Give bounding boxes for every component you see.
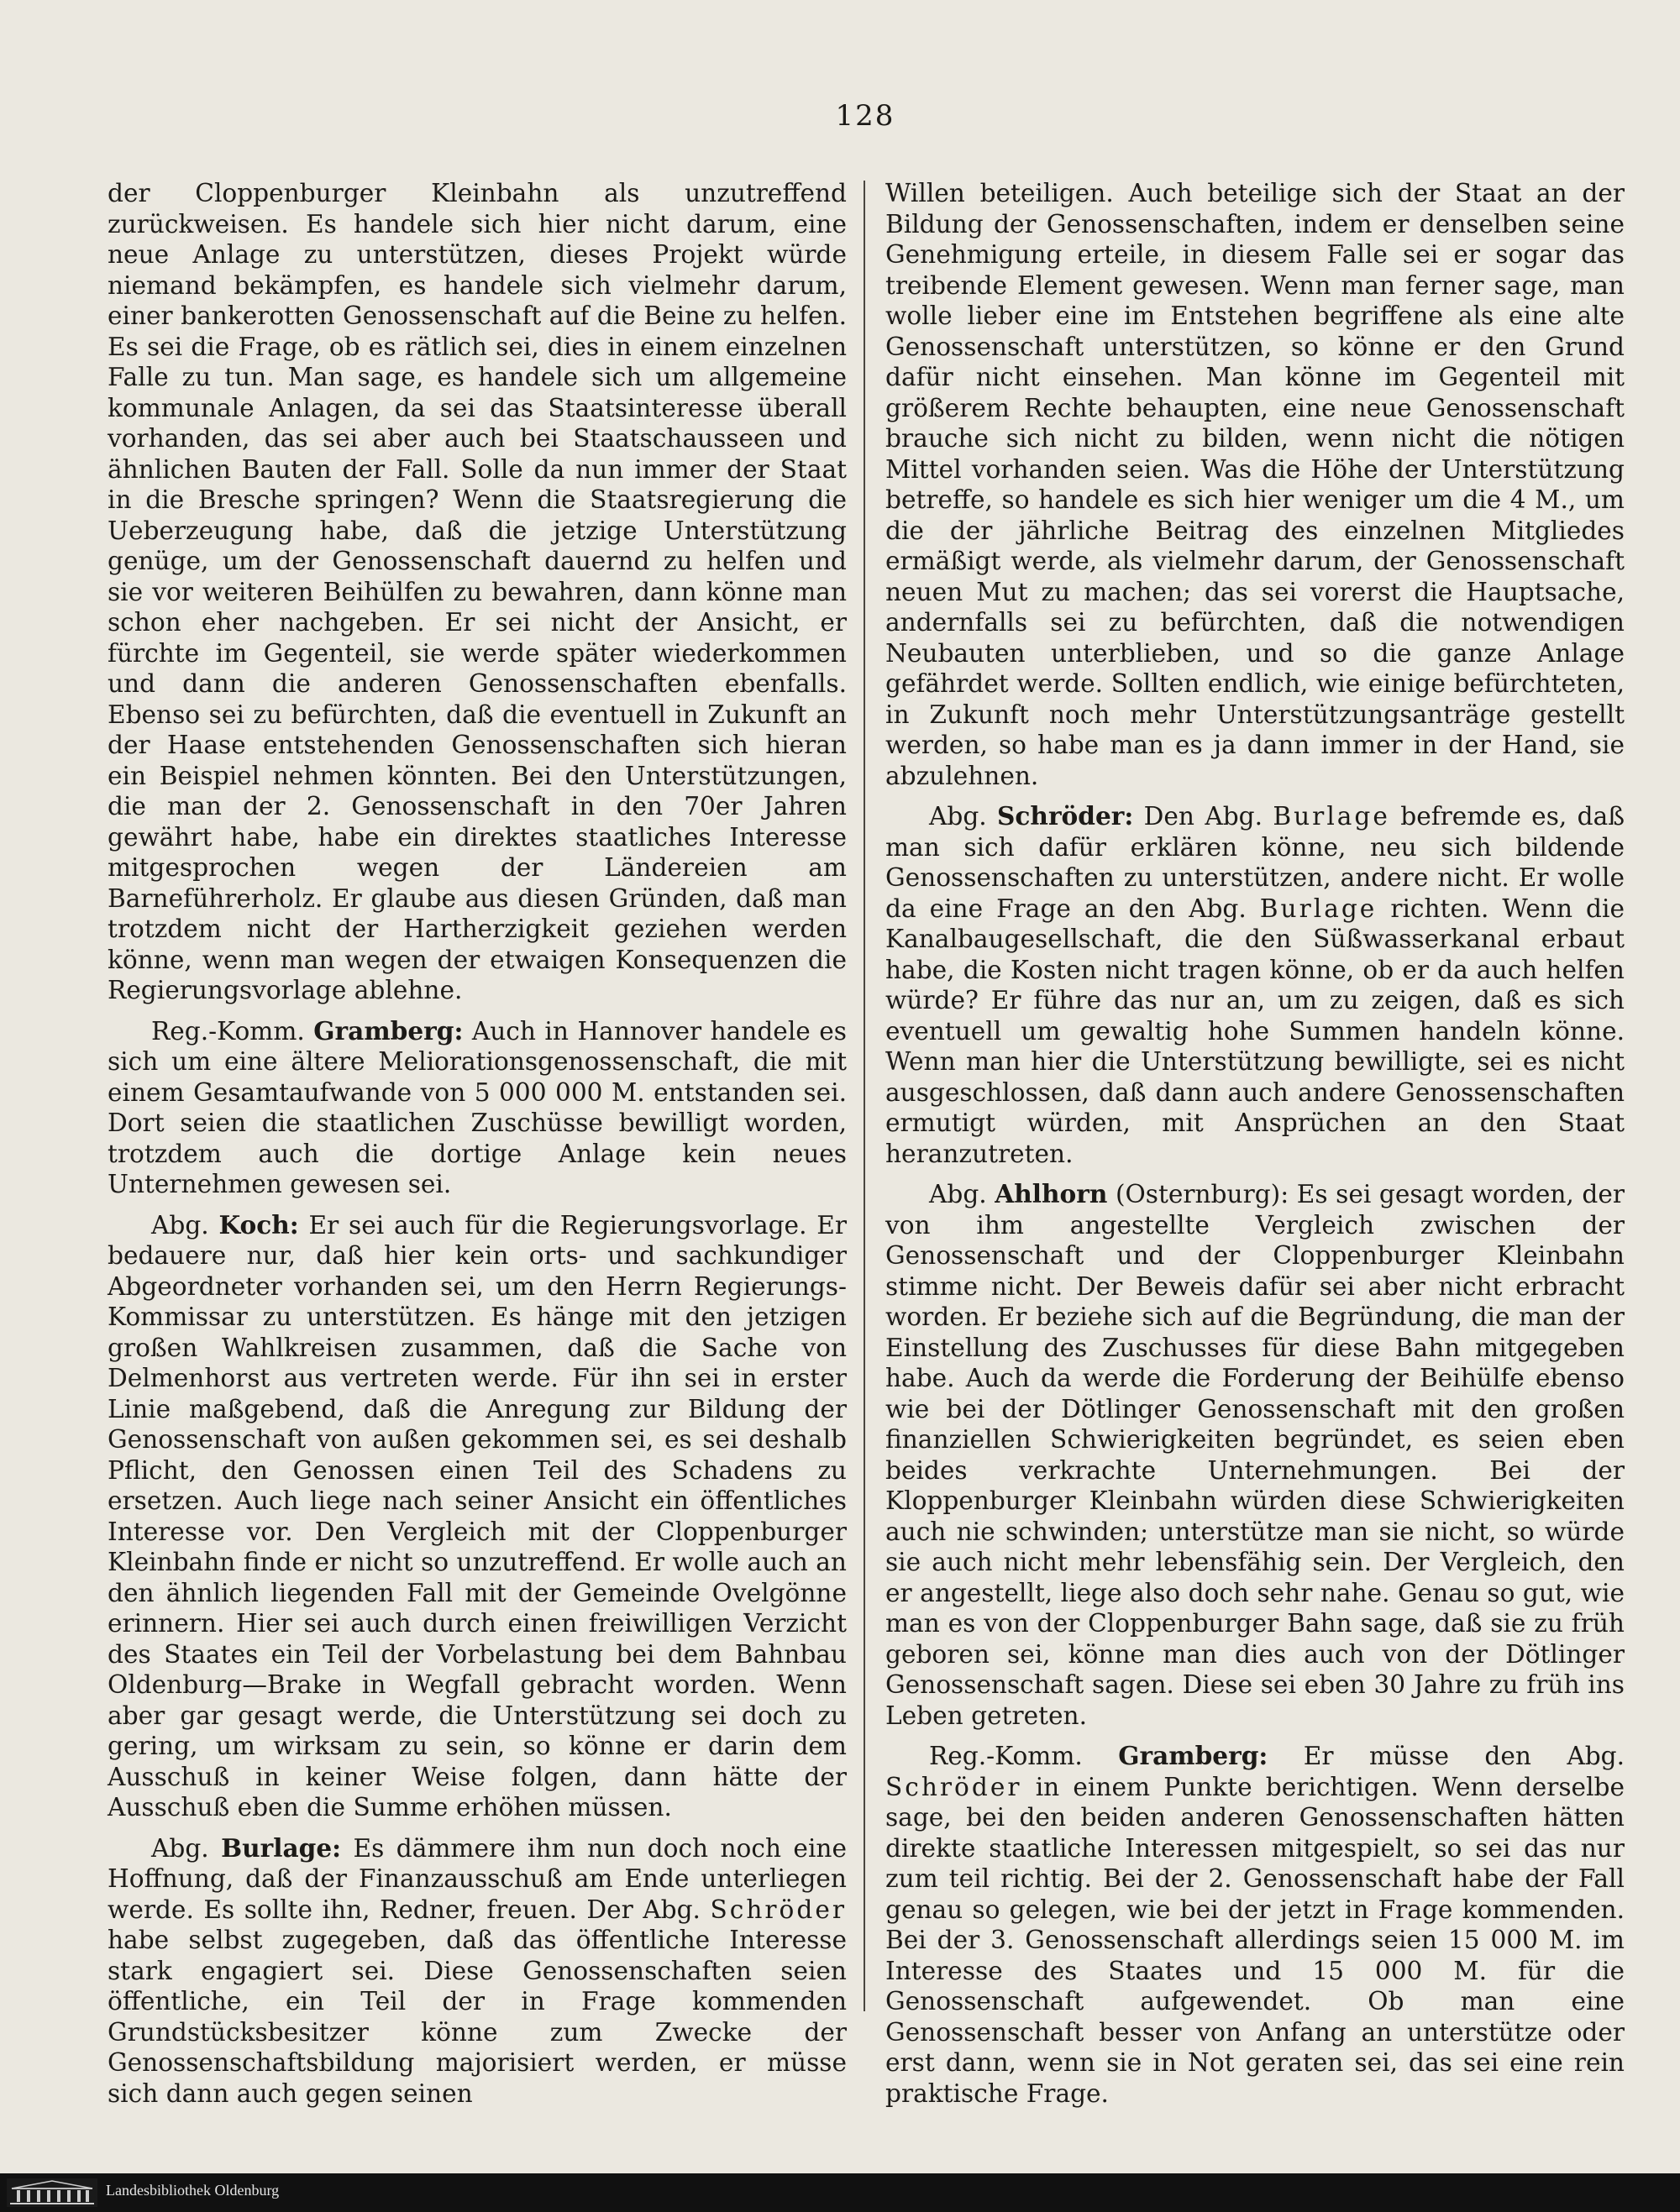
left-column: [108, 178, 847, 2119]
paragraph: der Cloppenburger Kleinbahn als unzutreffend zurückweisen. Es handele sich hier nicht darum, eine neue Anlage zu unterstützen, dieses Projekt würde niemand bekämpfen, es handele sich vielmehr darum, einer bankerotten Genossenschaft auf die Beine zu helfen. Es sei die Frage, ob es rätlich sei, dies in einem einzelnen Falle zu tun. Man sage, es handele sich um allgemeine kommunale Anlagen, da sei das Staatsinteresse überall vorhanden, das sei aber auch bei Staatschausseen und ähnlichen Bauten der Fall. Solle da nun immer der Staat in die Bresche springen? Wenn die Staatsregierung die Ueberzeugung habe, daß die jetzige Unterstützung genüge, um der Genossenschaft dauernd zu helfen und sie vor weiteren Beihülfen zu bewahren, dann könne man schon eher nachgeben. Er sei nicht der Ansicht, er fürchte im Gegenteil, sie werde später wiederkommen und dann die anderen Genossenschaften ebenfalls. Ebenso sei zu befürchten, daß die eventuell in Zukunft an der Haase entstehenden Genossenschaften sich hieran ein Beispiel nehmen könnten. Bei den Unterstützungen, die man der 2. Genossenschaft in den 70er Jahren gewährt habe, habe ein direktes staatliches Interesse mitgesprochen wegen der Ländereien am Barneführerholz. Er glaube aus diesen Gründen, daß man trotzdem nicht der Hartherzigkeit geziehen werden könne, wenn man wegen der etwaigen Konsequenzen die Regierungsvorlage ablehne.: [108, 179, 847, 1004]
referenced-name: Burlage: [1273, 802, 1390, 831]
right-column: [885, 178, 1625, 2119]
paragraph: Willen beteiligen. Auch beteilige sich der Staat an der Bildung der Genossenschaften, indem er denselben seine Genehmigung erteile, in diesem Falle sei er sogar das treibende Element gewesen. Wenn man ferner sage, man wolle lieber eine im Entstehen begriffene als eine alte Genossenschaft unterstützen, so könne er den Grund dafür nicht einsehen. Man könne im Gegenteil mit größerem Rechte behaupten, eine neue Genossenschaft brauche sich nicht zu bilden, wenn nicht die nötigen Mittel vorhanden seien. Was die Höhe der Unterstützung betreffe, so handele es sich hier weniger um die 4 M., um die der jährliche Beitrag des einzelnen Mitgliedes ermäßigt werde, als vielmehr darum, der Genossenschaft neuen Mut zu machen; das sei vorerst die Hauptsache, andernfalls sei zu befürchten, daß die notwendigen Neubauten unterblieben, und so die ganze Anlage gefährdet werde. Sollten endlich, wie einige befürchteten, in Zukunft noch mehr Unterstützungsanträge gestellt werden, so habe man es ja dann immer in der Hand, sie abzulehnen.: [885, 179, 1625, 790]
referenced-name: Burlage: [1259, 894, 1378, 923]
library-building-icon: [7, 2178, 97, 2207]
speech-text: Auch in Hannover handele es sich um eine ältere Meliorationsgenossenschaft, die mit einem Gesamtaufwande von 5 000 000 M. entstanden sei. Dort seien die staatlichen Zuschüsse bewilligt worden, trotzdem auch die dortige Anlage kein neues Unternehmen gewesen sei.: [108, 1016, 847, 1198]
paragraph: [108, 1833, 847, 2110]
speech-text: Er müsse den Abg.: [1303, 1742, 1625, 1770]
page-number: 128: [835, 99, 895, 133]
speech-text: richten. Wenn die Kanalbaugesellschaft, die den Süßwasserkanal erbaut habe, die Kosten nicht tragen könne, ob er da auch helfen würde? Er führe das nur an, um zu zeigen, daß es sich eventuell um gewaltig hohe Summen handeln könne. Wenn man hier die Unterstützung bewilligte, sei es nicht ausgeschlossen, daß dann auch andere Genossenschaften ermutigt würden, mit Ansprüchen an den Staat heranzutreten.: [885, 894, 1625, 1168]
speech-text: (Osternburg): Es sei gesagt worden, der von ihm angestellte Vergleich zwischen der Genossenschaft und der Cloppenburger Kleinbahn stimme nicht. Der Beweis dafür sei aber nicht erbracht worden. Er beziehe sich auf die Begründung, die man der Einstellung des Zuschusses für diese Bahn mitgegeben habe. Auch da werde die Forderung der Beihülfe ebenso wie bei der Dötlinger Genossenschaft mit den großen finanziellen Schwierigkeiten begründet, es seien eben beides verkrachte Unternehmungen. Bei der Kloppenburger Kleinbahn würden diese Schwierigkeiten auch nie schwinden; unterstütze man sie nicht, so würde sie auch nicht mehr lebensfähig sein. Der Vergleich, den er angestellt, liege also doch sehr nahe. Genau so gut, wie man es von der Cloppenburger Bahn sage, daß sie zu früh geboren sei, könne man dies auch von der Dötlinger Genossenschaft sagen. Diese sei eben 30 Jahre zu früh ins Leben getreten.: [885, 1180, 1625, 1730]
paragraph: [108, 1210, 847, 1823]
speaker-title: Reg.-Komm.: [929, 1742, 1083, 1770]
paragraph: [885, 1179, 1625, 1731]
speaker-name: Gramberg:: [313, 1015, 464, 1046]
speaker-title: Reg.-Komm.: [151, 1016, 305, 1046]
speaker-name: Koch:: [218, 1209, 299, 1240]
speaker-name: Gramberg:: [1118, 1741, 1268, 1770]
speaker-title: Abg.: [929, 1180, 987, 1208]
speech-text: Er sei auch für die Regierungsvorlage. Er bedauere nur, daß hier kein orts- und sachkundiger Abgeordneter vorhanden sei, um den Herrn Regierungs-Kommissar zu unterstützen. Es hänge mit den jetzigen großen Wahlkreisen zusammen, daß die Sache von Delmenhorst aus vertreten werde. Für ihn sei in erster Linie maßgebend, daß die Anregung zur Bildung der Genossenschaft von außen gekommen sei, es sei deshalb Pflicht, den Genossen einen Teil des Schadens zu ersetzen. Auch liege nach seiner Ansicht ein öffentliches Interesse vor. Den Vergleich mit der Cloppenburger Kleinbahn finde er nicht so unzutreffend. Er wolle auch an den ähnlich liegenden Fall mit der Gemeinde Ovelgönne erinnern. Hier sei auch durch einen freiwilligen Verzicht des Staates ein Teil der Vorbelastung bei dem Bahnbau Oldenburg—Brake in Wegfall gebracht worden. Wenn aber gar gesagt werde, die Unterstützung sei doch zu gering, um wirksam zu sein, so könne er darin dem Ausschuß in keiner Weise folgen, dann hätte der Ausschuß eben die Summe erhöhen müssen.: [108, 1210, 847, 1821]
speaker-name: Burlage:: [221, 1832, 342, 1863]
referenced-name: Schröder: [710, 1895, 847, 1924]
speaker-title: Abg.: [929, 802, 987, 831]
paragraph: [885, 801, 1625, 1169]
speech-text: Es dämmere ihm nun doch noch eine Hoffnung, daß der Finanzausschuß am Ende unterliegen werde. Es sollte ihn, Redner, freuen. Der Abg.: [108, 1833, 847, 1924]
speech-text: befremde es, daß man sich dafür erklären könne, neu sich bildende Genossenschaften zu unterstützen, andere nicht. Er wolle da eine Frage an den Abg.: [885, 802, 1625, 923]
speech-text: habe selbst zugegeben, daß das öffentliche Interesse stark engagiert sei. Diese Genossenschaften seien öffentliche, ein Teil der in Frage kommenden Grundstücksbesitzer könne zum Zwecke der Genossenschaftsbildung majorisiert werden, er müsse sich dann auch gegen seinen: [108, 1926, 847, 2108]
referenced-name: Schröder: [885, 1772, 1022, 1801]
speech-text: in einem Punkte berichtigen. Wenn derselbe sage, bei den beiden anderen Genossenschaften hätten direkte staatliche Interessen mitgespielt, so sei das nur zum teil richtig. Bei der 2. Genossenschaft habe der Fall genau so gelegen, wie bei der jetzt in Frage kommenden. Bei der 3. Genossenschaft allerdings seien 15 000 M. im Interesse des Staates und 15 000 M. für die Genossenschaft aufgewendet. Ob man eine Genossenschaft besser von Anfang an unterstütze oder erst dann, wenn sie in Not geraten sei, das sei eine rein praktische Frage.: [885, 1772, 1625, 2108]
speech-text: Den Abg.: [1143, 802, 1263, 831]
speaker-name: Ahlhorn: [995, 1179, 1108, 1208]
column-divider: [864, 181, 865, 2011]
paragraph: [108, 1016, 847, 1200]
library-footer: [0, 2173, 1680, 2212]
speaker-title: Abg.: [151, 1833, 209, 1863]
library-name: Landesbibliothek Oldenburg: [106, 2182, 280, 2199]
speaker-name: Schröder:: [997, 801, 1134, 831]
speaker-title: Abg.: [151, 1210, 209, 1240]
paragraph: [885, 1741, 1625, 2109]
